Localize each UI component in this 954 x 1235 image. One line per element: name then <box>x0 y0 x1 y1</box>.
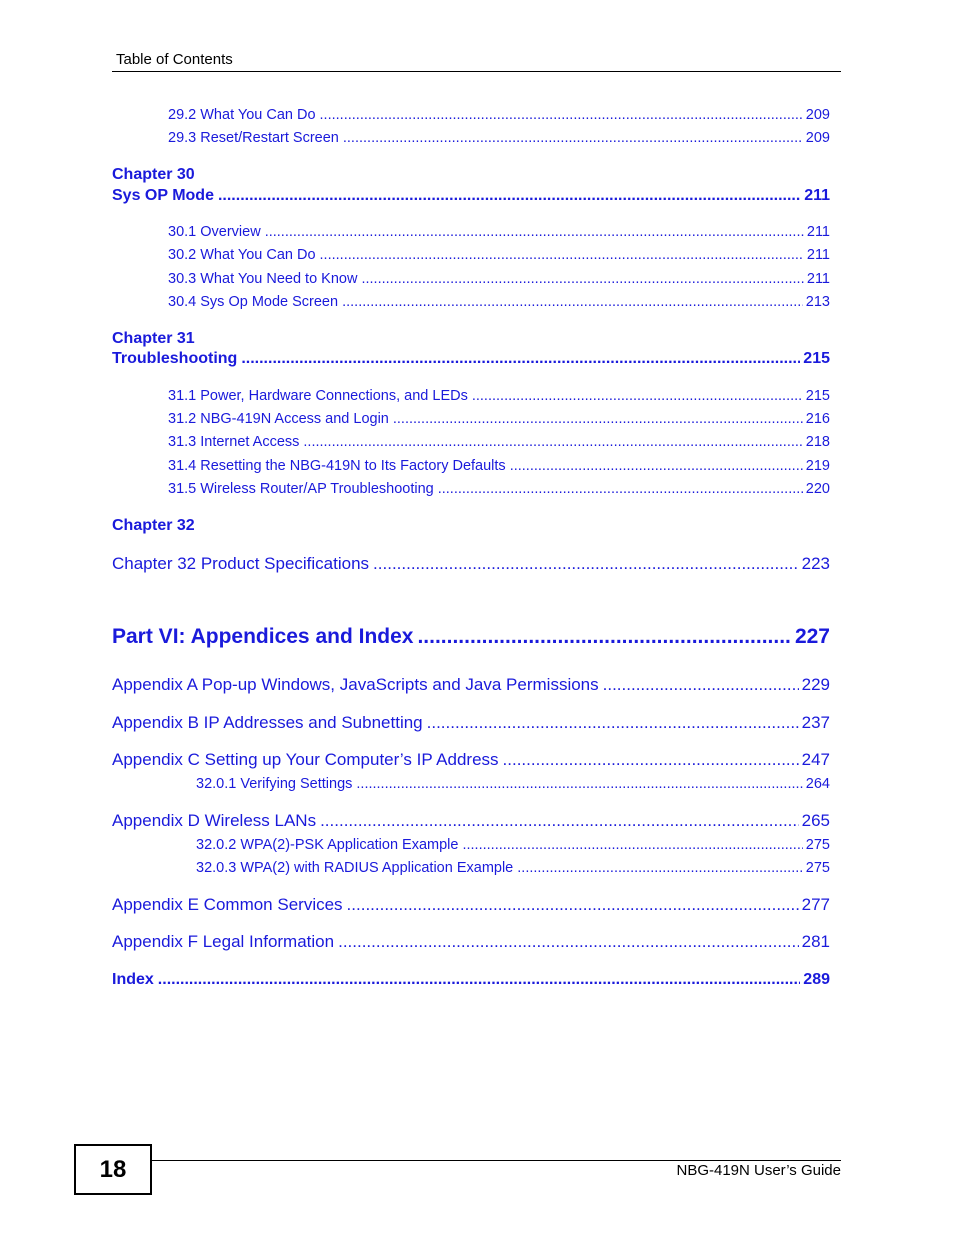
dot-leader <box>417 625 791 649</box>
toc-entry-label: 29.2 What You Can Do <box>168 107 316 123</box>
page-number: 18 <box>74 1144 152 1195</box>
toc-entry-32-0-3[interactable] <box>196 860 830 880</box>
toc-entry-page: 213 <box>805 294 830 310</box>
toc-chapter-32[interactable] <box>112 554 830 578</box>
guide-title: NBG-419N User’s Guide <box>676 1162 841 1179</box>
toc-appendix-f[interactable] <box>112 932 830 956</box>
index-title: Index <box>112 971 154 988</box>
toc-appendix-b[interactable] <box>112 713 830 737</box>
dot-leader <box>427 713 799 733</box>
dot-leader <box>241 350 800 368</box>
dot-leader <box>265 224 804 240</box>
dot-leader <box>361 271 803 287</box>
toc-entry-label: 32.0.3 WPA(2) with RADIUS Application Example <box>196 860 514 876</box>
toc-entry-31-5[interactable] <box>168 481 830 501</box>
toc-entry-page: 219 <box>805 458 830 474</box>
part-title: Part VI: Appendices and Index <box>112 625 414 648</box>
toc-entry-29-3[interactable] <box>168 130 830 150</box>
dot-leader <box>320 811 799 831</box>
toc-entry-30-2[interactable] <box>168 247 830 267</box>
dot-leader <box>303 434 802 450</box>
dot-leader <box>356 776 802 792</box>
appendix-page: 281 <box>801 932 830 951</box>
toc-entry-32-0-2[interactable] <box>196 837 830 857</box>
toc-entry-30-3[interactable] <box>168 271 830 291</box>
dot-leader <box>462 837 802 853</box>
chapter-32-label: Chapter 32 <box>112 517 195 534</box>
toc-entry-30-4[interactable] <box>168 294 830 314</box>
toc-entry-page: 211 <box>806 224 830 240</box>
chapter-page: 223 <box>801 554 830 573</box>
chapter-title: Chapter 32 Product Specifications <box>112 554 370 573</box>
appendix-page: 277 <box>801 895 830 914</box>
dot-leader <box>603 675 799 695</box>
appendix-title: Appendix B IP Addresses and Subnetting <box>112 713 423 732</box>
toc-entry-page: 209 <box>805 107 830 123</box>
toc-entry-label: 30.2 What You Can Do <box>168 247 316 263</box>
dot-leader <box>320 107 803 123</box>
toc-entry-label: 31.1 Power, Hardware Connections, and LEDs <box>168 388 468 404</box>
appendix-title: Appendix D Wireless LANs <box>112 811 317 830</box>
appendix-page: 237 <box>801 713 830 732</box>
toc-entry-page: 209 <box>805 130 830 146</box>
running-header: Table of Contents <box>116 51 233 68</box>
footer-divider <box>150 1160 841 1161</box>
dot-leader <box>472 388 803 404</box>
appendix-title: Appendix E Common Services <box>112 895 343 914</box>
toc-entry-label: 29.3 Reset/Restart Screen <box>168 130 339 146</box>
dot-leader <box>158 971 801 989</box>
chapter-31-label: Chapter 31 <box>112 330 195 347</box>
dot-leader <box>343 130 803 146</box>
dot-leader <box>373 554 799 574</box>
toc-entry-label: 32.0.1 Verifying Settings <box>196 776 353 792</box>
chapter-title: Sys OP Mode <box>112 187 214 204</box>
part-page: 227 <box>794 625 830 648</box>
dot-leader <box>347 895 799 915</box>
toc-part-6[interactable] <box>112 625 830 655</box>
toc-entry-page: 275 <box>805 860 830 876</box>
toc-entry-label: 31.4 Resetting the NBG-419N to Its Factory Defaults <box>168 458 506 474</box>
appendix-page: 265 <box>801 811 830 830</box>
toc-index[interactable] <box>112 971 830 993</box>
dot-leader <box>342 294 803 310</box>
toc-appendix-d[interactable] <box>112 811 830 835</box>
toc-chapter-30[interactable] <box>112 187 830 209</box>
toc-entry-page: 220 <box>805 481 830 497</box>
appendix-title: Appendix F Legal Information <box>112 932 335 951</box>
dot-leader <box>503 750 799 770</box>
dot-leader <box>517 860 803 876</box>
toc-entry-page: 215 <box>805 388 830 404</box>
toc-entry-label: 32.0.2 WPA(2)-PSK Application Example <box>196 837 459 853</box>
toc-entry-label: 30.4 Sys Op Mode Screen <box>168 294 339 310</box>
toc-appendix-c[interactable] <box>112 750 830 774</box>
toc-entry-page: 216 <box>805 411 830 427</box>
toc-entry-page: 211 <box>806 247 830 263</box>
toc-entry-label: 30.1 Overview <box>168 224 261 240</box>
toc-entry-page: 275 <box>805 837 830 853</box>
chapter-page: 211 <box>804 187 830 204</box>
toc-entry-29-2[interactable] <box>168 107 830 127</box>
toc-entry-31-3[interactable] <box>168 434 830 454</box>
toc-entry-page: 218 <box>805 434 830 450</box>
toc-entry-label: 30.3 What You Need to Know <box>168 271 358 287</box>
chapter-page: 215 <box>803 350 830 367</box>
toc-entry-label: 31.2 NBG-419N Access and Login <box>168 411 389 427</box>
toc-entry-page: 211 <box>806 271 830 287</box>
appendix-title: Appendix A Pop-up Windows, JavaScripts and Java Permissions <box>112 675 599 694</box>
appendix-title: Appendix C Setting up Your Computer’s IP Address <box>112 750 499 769</box>
toc-entry-label: 31.3 Internet Access <box>168 434 300 450</box>
toc-entry-31-1[interactable] <box>168 388 830 408</box>
header-divider <box>112 71 841 72</box>
chapter-title: Troubleshooting <box>112 350 238 367</box>
toc-entry-31-2[interactable] <box>168 411 830 431</box>
toc-entry-label: 31.5 Wireless Router/AP Troubleshooting <box>168 481 434 497</box>
dot-leader <box>510 458 803 474</box>
toc-appendix-a[interactable] <box>112 675 830 699</box>
index-page: 289 <box>803 971 830 988</box>
toc-entry-page: 264 <box>805 776 830 792</box>
toc-entry-30-1[interactable] <box>168 224 830 244</box>
dot-leader <box>438 481 803 497</box>
dot-leader <box>320 247 804 263</box>
dot-leader <box>338 932 799 952</box>
toc-entry-31-4[interactable] <box>168 458 830 478</box>
toc-appendix-e[interactable] <box>112 895 830 919</box>
chapter-30-label: Chapter 30 <box>112 166 195 183</box>
toc-entry-32-0-1[interactable] <box>196 776 830 796</box>
appendix-page: 229 <box>801 675 830 694</box>
dot-leader <box>218 187 801 205</box>
appendix-page: 247 <box>801 750 830 769</box>
toc-chapter-31[interactable] <box>112 350 830 372</box>
dot-leader <box>393 411 803 427</box>
